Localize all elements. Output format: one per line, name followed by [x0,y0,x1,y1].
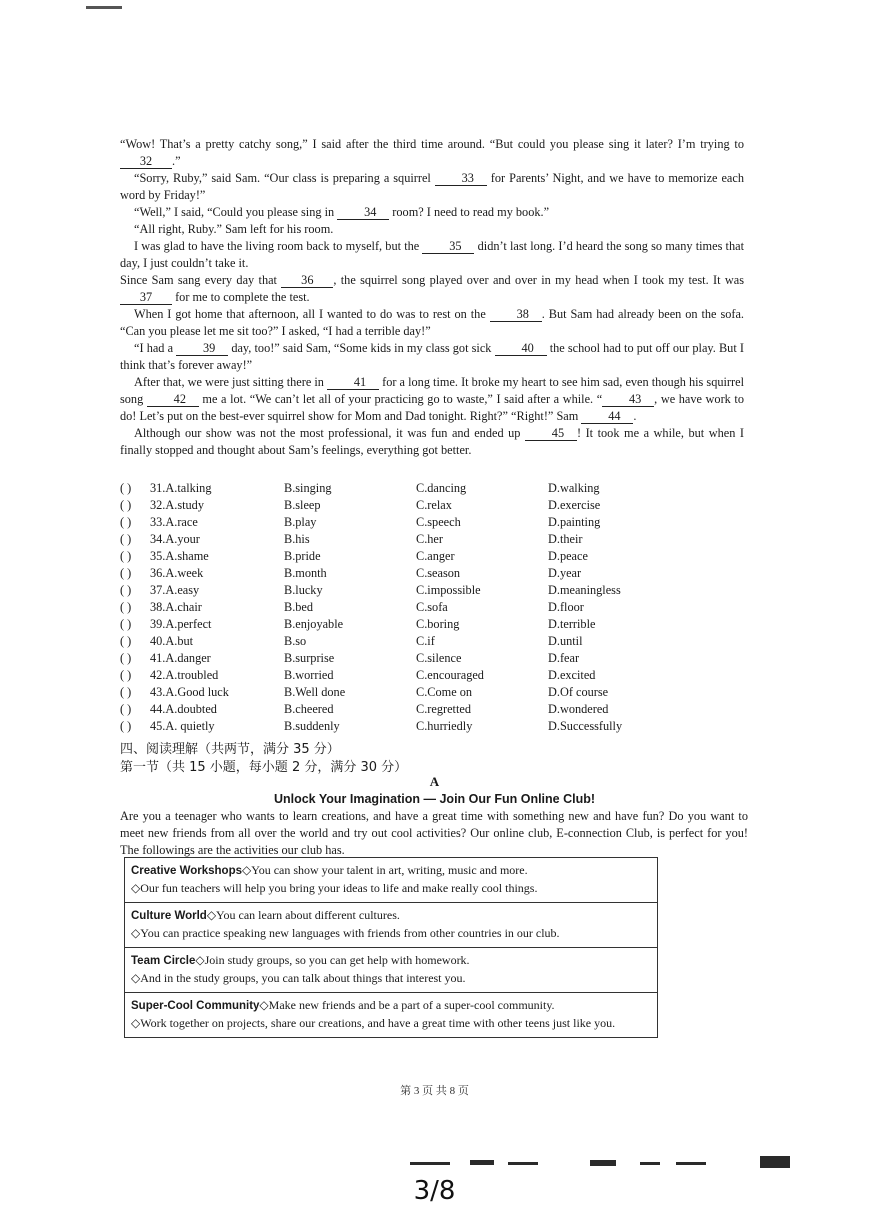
scan-artifact [640,1162,660,1165]
option-b: B.month [284,566,327,580]
option-d: D.meaningless [548,583,621,597]
club-activity-name: Super-Cool Community [131,1000,260,1012]
scan-artifact [470,1160,494,1165]
option-a: 42.A.troubled [150,668,219,682]
option-b: B.so [284,634,307,648]
club-activity [125,993,657,1037]
option-a: 34.A.your [150,532,200,546]
option-row [120,497,740,514]
club-activity-line: ◇You can learn about different cultures. [206,908,400,922]
answer-paren: ( ) [120,668,132,682]
blank-32: 32 [120,154,172,169]
option-d: D.Successfully [548,719,623,733]
blank-40: 40 [495,341,547,356]
option-a: 38.A.chair [150,600,202,614]
option-row [120,684,740,701]
blank-45: 45 [525,426,577,441]
article-title: Unlock Your Imagination — Join Our Fun Online Club! [273,792,596,806]
passage-paragraph: Since Sam sang every day that 36 , the squirrel song played over and over in my head when I took my test. It was 37 for me to complete the test. [120,273,744,304]
club-activity-line: ◇Work together on projects, share our creations, and have a great time with other teens just like you. [131,1016,616,1030]
option-b: B.lucky [284,583,323,597]
option-d: D.floor [548,600,584,614]
option-c: C.boring [416,617,460,631]
option-c: C.speech [416,515,461,529]
option-b: B.suddenly [284,719,340,733]
option-row [120,599,740,616]
option-d: D.walking [548,481,600,495]
passage-paragraph: “I had a 39 day, too!” said Sam, “Some kids in my class got sick 40 the school had to put off our play. But I think that’s forever away!” [120,341,744,372]
club-activity-line: ◇Our fun teachers will help you bring your ideas to life and make really cool things. [131,881,538,895]
option-a: 32.A.study [150,498,204,512]
club-activity-line: ◇Make new friends and be a part of a super-cool community. [259,998,555,1012]
option-b: B.play [284,515,317,529]
option-d: D.wondered [548,702,609,716]
option-row [120,633,740,650]
club-activity-line: ◇Join study groups, so you can get help with homework. [195,953,470,967]
option-d: D.Of course [548,685,609,699]
scan-artifact [508,1162,538,1165]
section-heading: 四、阅读理解（共两节，满分 35 分） [120,742,340,757]
option-b: B.surprise [284,651,335,665]
cloze-options [120,480,740,735]
blank-39: 39 [176,341,228,356]
club-activity [125,903,657,948]
option-a: 36.A.week [150,566,204,580]
page-number: 3/8 [413,1176,456,1206]
club-activity-line: ◇You can practice speaking new languages with friends from other countries in our club. [131,926,560,940]
club-activity-line: ◇You can show your talent in art, writing, music and more. [242,863,528,877]
option-row [120,582,740,599]
blank-36: 36 [281,273,333,288]
option-c: C.encouraged [416,668,484,682]
option-b: B.pride [284,549,321,563]
passage-paragraph: After that, we were just sitting there in 41 for a long time. It broke my heart to see him sad, even though his squirrel song 42 me a lot. “We can’t let all of your practicing go to waste,” I said after a while. “ 43 , we have work to do! Let’s put on the best-ever squirrel show for Mom and Dad tonight. Right?” “Right!” Sam 44 . [120,375,744,423]
blank-41: 41 [327,375,379,390]
option-a: 33.A.race [150,515,198,529]
option-b: B.bed [284,600,314,614]
club-activity-name: Creative Workshops [131,865,242,877]
option-c: C.impossible [416,583,481,597]
option-d: D.until [548,634,583,648]
part-label: A [429,774,440,789]
answer-paren: ( ) [120,532,132,546]
answer-paren: ( ) [120,481,132,495]
option-a: 39.A.perfect [150,617,212,631]
option-a: 41.A.danger [150,651,211,665]
option-a: 43.A.Good luck [150,685,229,699]
option-row [120,548,740,565]
scan-artifact [590,1160,616,1166]
passage-paragraph: Although our show was not the most professional, it was fun and ended up 45 ! It took me a while, but when I finally stopped and thought about Sam’s feelings, everything got better. [120,426,744,457]
option-b: B.cheered [284,702,334,716]
scan-mark [86,6,122,9]
option-row [120,667,740,684]
scan-artifact [410,1162,450,1165]
answer-paren: ( ) [120,702,132,716]
club-activity-line: ◇And in the study groups, you can talk about things that interest you. [131,971,466,985]
option-row [120,650,740,667]
option-row [120,480,740,497]
option-row [120,718,740,735]
blank-35: 35 [422,239,474,254]
cloze-passage [120,136,744,459]
scan-artifact [676,1162,706,1165]
option-row [120,616,740,633]
option-row [120,701,740,718]
blank-44: 44 [581,409,633,424]
option-d: D.fear [548,651,580,665]
option-c: C.relax [416,498,452,512]
answer-paren: ( ) [120,566,132,580]
option-b: B.sleep [284,498,321,512]
option-b: B.enjoyable [284,617,344,631]
passage-paragraph: I was glad to have the living room back to myself, but the 35 didn’t last long. I’d heard the song so many times that day, I just couldn’t take it. [120,239,744,270]
answer-paren: ( ) [120,498,132,512]
option-a: 31.A.talking [150,481,212,495]
passage-paragraph: “Well,” I said, “Could you please sing in 34 room? I need to read my book.” [134,205,550,219]
club-activity [125,948,657,993]
option-row [120,514,740,531]
option-c: C.silence [416,651,462,665]
answer-paren: ( ) [120,719,132,733]
club-activities-table [124,857,658,1038]
answer-paren: ( ) [120,600,132,614]
blank-33: 33 [435,171,487,186]
passage-paragraph: When I got home that afternoon, all I wanted to do was to rest on the 38 . But Sam had already been on the sofa. “Can you please let me sit too?” I asked, “I had a terrible day!” [120,307,745,338]
club-activity-name: Team Circle [131,955,196,967]
option-c: C.hurriedly [416,719,473,733]
article-intro: Are you a teenager who wants to learn creations, and have a great time with something new and have fun? Do you want to meet new friends from all over the world and try out cool activities? Our online club, E-connection Club, is perfect for you! The followings are the activities our club has. [120,809,748,857]
option-d: D.their [548,532,583,546]
option-c: C.her [416,532,443,546]
option-d: D.excited [548,668,596,682]
blank-42: 42 [147,392,199,407]
option-a: 40.A.but [150,634,194,648]
answer-paren: ( ) [120,617,132,631]
club-activity [125,858,657,903]
answer-paren: ( ) [120,634,132,648]
option-d: D.year [548,566,582,580]
option-row [120,531,740,548]
subsection-heading: 第一节（共 15 小题，每小题 2 分，满分 30 分） [120,760,408,775]
option-d: D.peace [548,549,588,563]
option-c: C.if [416,634,435,648]
option-c: C.dancing [416,481,467,495]
option-c: C.anger [416,549,455,563]
option-d: D.exercise [548,498,601,512]
option-b: B.singing [284,481,332,495]
option-c: C.season [416,566,461,580]
option-b: B.worried [284,668,334,682]
answer-paren: ( ) [120,549,132,563]
passage-paragraph: “All right, Ruby.” Sam left for his room. [134,222,334,236]
answer-paren: ( ) [120,515,132,529]
blank-34: 34 [337,205,389,220]
blank-43: 43 [602,392,654,407]
option-a: 35.A.shame [150,549,209,563]
option-d: D.terrible [548,617,596,631]
answer-paren: ( ) [120,583,132,597]
option-a: 45.A. quietly [150,719,215,733]
option-d: D.painting [548,515,601,529]
blank-38: 38 [490,307,542,322]
option-row [120,565,740,582]
option-c: C.regretted [416,702,471,716]
passage-paragraph: “Wow! That’s a pretty catchy song,” I said after the third time around. “But could you please sing it later? I’m trying to 32 .” [120,137,744,168]
scan-artifact [760,1156,790,1168]
option-c: C.Come on [416,685,473,699]
option-c: C.sofa [416,600,448,614]
blank-37: 37 [120,290,172,305]
page-footer: 第 3 页 共 8 页 [400,1085,469,1097]
option-b: B.Well done [284,685,346,699]
answer-paren: ( ) [120,685,132,699]
passage-paragraph: “Sorry, Ruby,” said Sam. “Our class is preparing a squirrel 33 for Parents’ Night, and we have to memorize each word by Friday!” [120,171,744,202]
option-b: B.his [284,532,310,546]
option-a: 37.A.easy [150,583,200,597]
option-a: 44.A.doubted [150,702,217,716]
answer-paren: ( ) [120,651,132,665]
club-activity-name: Culture World [131,910,207,922]
